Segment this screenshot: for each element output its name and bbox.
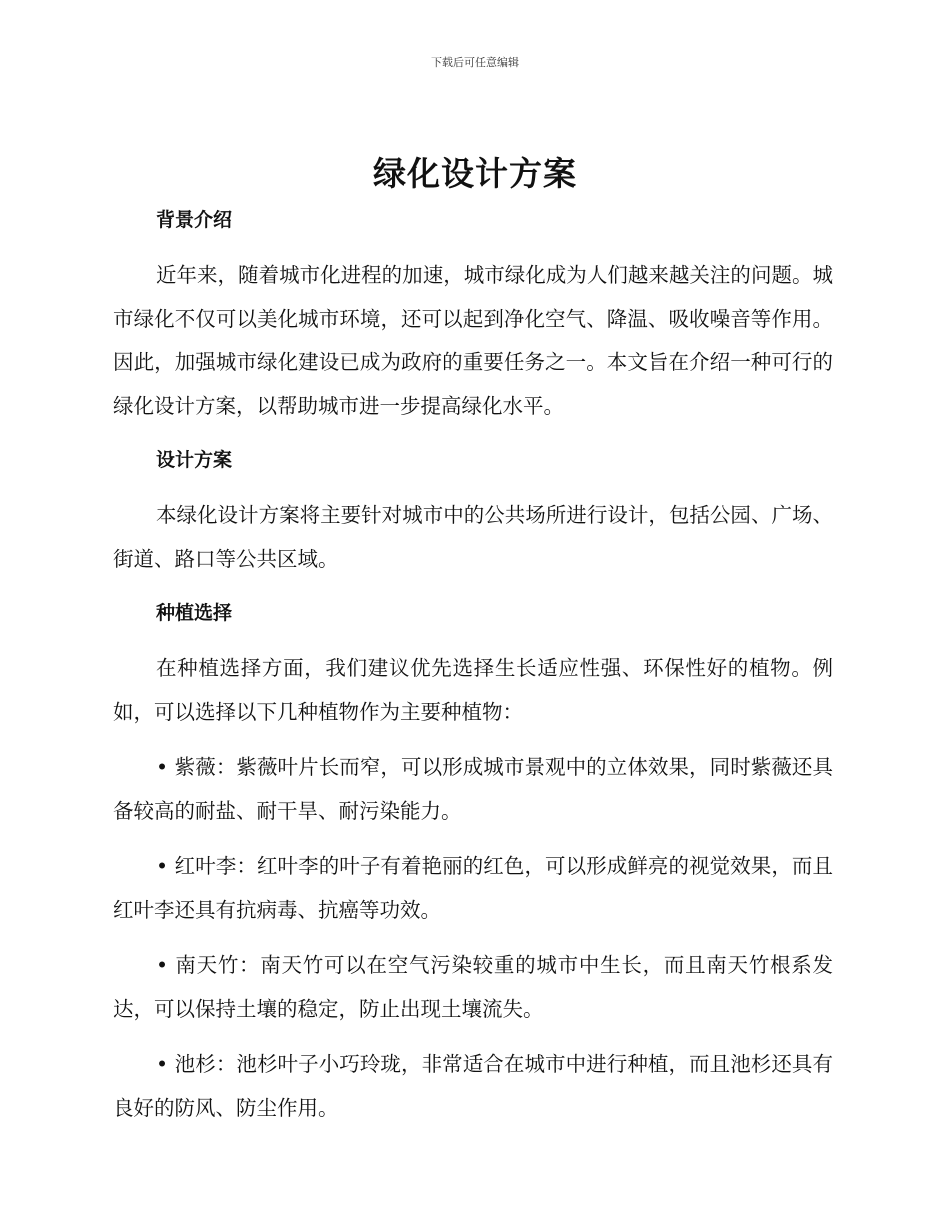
plant-item-pond-cypress: • 池杉：池杉叶子小巧玲珑，非常适合在城市中进行种植，而且池杉还具有良好的防风、防尘作用。 bbox=[113, 1052, 833, 1120]
plant-item-red-leaf-plum: • 红叶李：红叶李的叶子有着艳丽的红色，可以形成鲜亮的视觉效果，而且红叶李还具有抗病毒、抗癌等功效。 bbox=[113, 854, 833, 922]
section-heading-planting: 种植选择 bbox=[156, 602, 233, 624]
document-title: 绿化设计方案 bbox=[373, 154, 577, 193]
section-heading-design: 设计方案 bbox=[156, 449, 233, 471]
paragraph-planting-intro: 在种植选择方面，我们建议优先选择生长适应性强、环保性好的植物。例如，可以选择以下几种植物作为主要种植物： bbox=[113, 656, 833, 724]
document-body bbox=[113, 200, 833, 1130]
paragraph-background: 近年来，随着城市化进程的加速，城市绿化成为人们越来越关注的问题。城市绿化不仅可以美化城市环境，还可以起到净化空气、降温、吸收噪音等作用。因此，加强城市绿化建设已成为政府的重要任务之一。本文旨在介绍一种可行的绿化设计方案，以帮助城市进一步提高绿化水平。 bbox=[113, 263, 833, 418]
plant-item-crape-myrtle: • 紫薇：紫薇叶片长而窄，可以形成城市景观中的立体效果，同时紫薇还具备较高的耐盐、耐干旱、耐污染能力。 bbox=[113, 755, 833, 823]
page-header-note: 下载后可任意编辑 bbox=[431, 56, 519, 69]
plant-item-nandina: • 南天竹：南天竹可以在空气污染较重的城市中生长，而且南天竹根系发达，可以保持土壤的稳定，防止出现土壤流失。 bbox=[113, 953, 833, 1021]
paragraph-design: 本绿化设计方案将主要针对城市中的公共场所进行设计，包括公园、广场、街道、路口等公共区域。 bbox=[113, 503, 833, 571]
section-heading-background: 背景介绍 bbox=[156, 209, 233, 231]
